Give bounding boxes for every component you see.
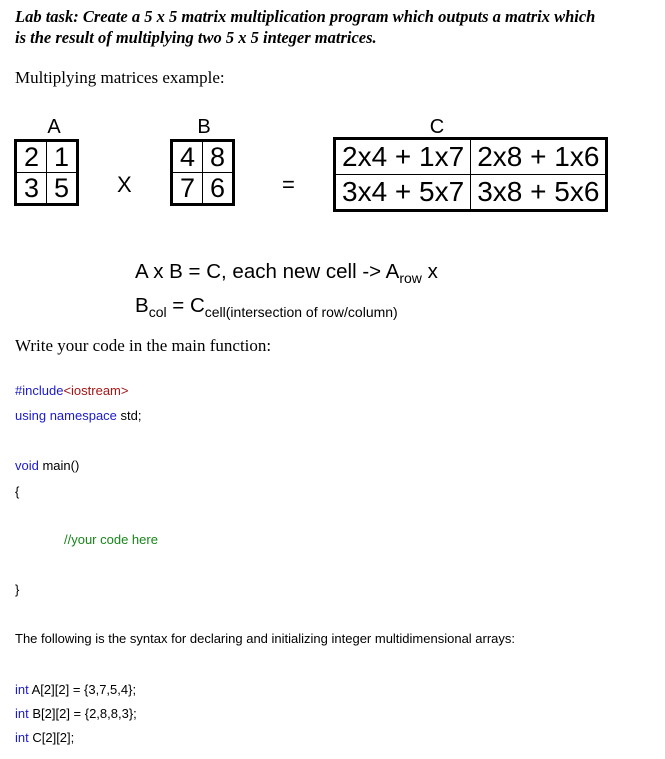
code-text: B[2][2] = {2,8,8,3}; [28,706,137,721]
code-keyword: int [15,682,29,697]
matrix-a-cell: 3 [16,173,47,205]
matrix-c-cell: 3x4 + 5x7 [335,175,471,211]
formula-line-2 [135,292,438,326]
code-text: main() [38,458,80,473]
code-keyword: int [15,730,29,745]
formula-line-1 [135,258,438,292]
matrix-c [333,137,608,212]
equals-operator: = [282,172,295,197]
matrix-a-cell: 2 [16,141,47,173]
code-using-line [15,408,141,424]
code-keyword: void [15,458,39,473]
matrix-b [170,139,235,206]
formula [135,258,438,326]
matrix-a-label: A [47,116,61,138]
formula-subscript: col [148,304,167,320]
code-keyword: using namespace [15,408,117,423]
syntax-note: The following is the syntax for declaring and initializing integer multidimensional arrays: [15,631,516,646]
matrix-a [14,139,79,206]
matrix-a-cell: 1 [47,141,78,173]
task-line-2: is the result of multiplying two 5 x 5 integer matrices. [15,28,377,47]
matrix-b-cell: 4 [172,141,203,173]
code-text: C[2][2]; [28,730,75,745]
code-open-brace: { [15,484,20,499]
formula-text: A x B = C, each new cell -> A [135,260,400,283]
formula-subscript: cell(intersection of row/column) [204,304,398,320]
matrix-b-cell: 6 [203,173,234,205]
code-include-line [15,383,128,399]
code-text: A[2][2] = {3,7,5,4}; [28,682,137,697]
code-main-line [15,458,79,474]
matrix-c-cell: 2x4 + 1x7 [335,139,471,175]
matrix-c-cell: 2x8 + 1x6 [471,139,607,175]
declaration-line [15,730,74,746]
matrix-a-cell: 5 [47,173,78,205]
matrix-b-cell: 7 [172,173,203,205]
code-instruction: Write your code in the main function: [15,336,272,355]
formula-subscript: row [399,270,422,286]
code-text: std; [116,408,142,423]
matrix-c-label: C [429,116,445,138]
matrix-b-cell: 8 [203,141,234,173]
code-keyword: #include [15,383,64,398]
task-description [15,6,660,48]
formula-text: = C [166,294,205,317]
example-heading: Multiplying matrices example: [15,68,225,87]
code-comment: //your code here [64,532,158,547]
declaration-line [15,706,137,722]
code-close-brace: } [15,582,20,597]
formula-text: x [421,260,438,283]
declaration-line [15,682,136,698]
code-keyword: int [15,706,29,721]
matrix-c-cell: 3x8 + 5x6 [471,175,607,211]
matrix-b-label: B [197,116,211,138]
formula-text: B [135,294,149,317]
multiply-operator: X [117,172,132,197]
code-library: <iostream> [63,383,129,398]
task-line-1: Lab task: Create a 5 x 5 matrix multiplication program which outputs a matrix which [15,7,596,26]
